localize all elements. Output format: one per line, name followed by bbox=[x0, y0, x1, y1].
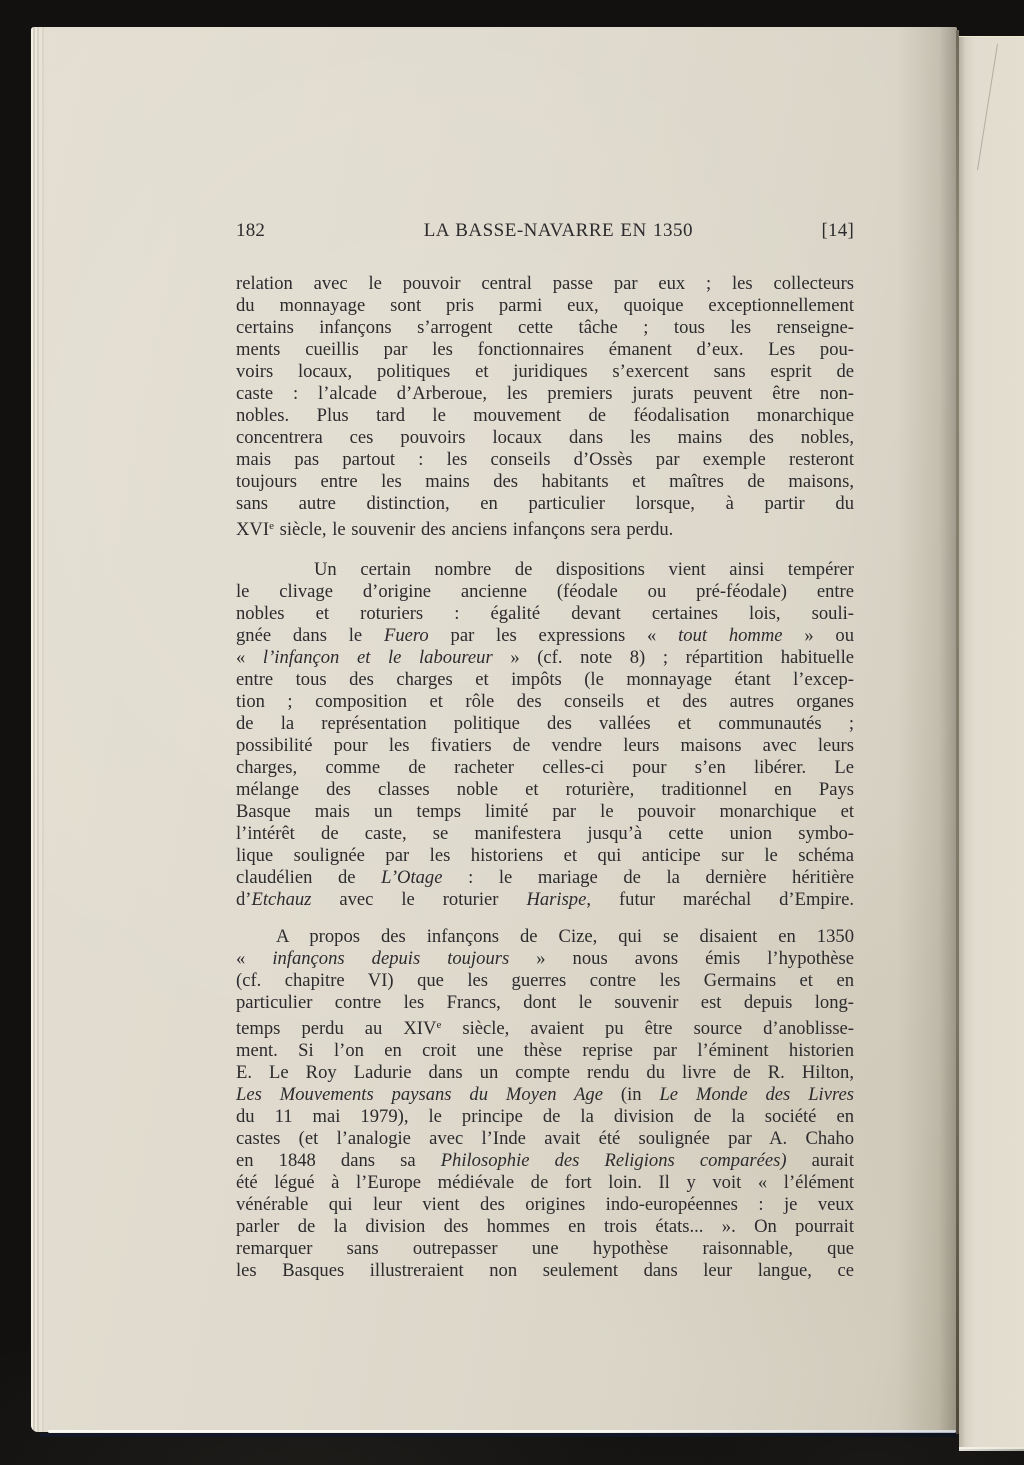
text-line: Basque mais un temps limité par le pouvoir monarchique et bbox=[236, 801, 854, 822]
text-line: possibilité pour les fivatiers de vendre leurs maisons avec leurs bbox=[236, 735, 854, 756]
body-text bbox=[236, 273, 854, 1282]
text-line: toujours entre les mains des habitants et maîtres de maisons, bbox=[236, 471, 854, 492]
paper-scratch-mark bbox=[977, 44, 998, 171]
text-line: vénérable qui leur vient des origines indo-européennes : je veux bbox=[236, 1194, 854, 1215]
text-line: été légué à l’Europe médiévale de fort loin. Il y voit « l’élément bbox=[236, 1172, 854, 1193]
text-line: l’intérêt de caste, se manifestera jusqu’à cette union symbo- bbox=[236, 823, 854, 844]
paragraph bbox=[236, 273, 854, 541]
text-line: nobles. Plus tard le mouvement de féodalisation monarchique bbox=[236, 405, 854, 426]
text-line: temps perdu au XIVe siècle, avaient pu être source d’anoblisse- bbox=[236, 1018, 855, 1039]
text-line: de la représentation politique des vallées et communautés ; bbox=[236, 713, 854, 734]
text-line: sans autre distinction, en particulier lorsque, à partir du bbox=[236, 493, 854, 514]
page-stack-edge bbox=[31, 27, 49, 1432]
text-line: remarquer sans outrepasser une hypothèse raisonnable, que bbox=[236, 1238, 854, 1259]
folio-number: [14] bbox=[821, 220, 854, 241]
text-line: mais pas partout : les conseils d’Ossès par exemple resteront bbox=[236, 449, 854, 470]
text-line: d’Etchauz avec le roturier Harispe, futur maréchal d’Empire. bbox=[236, 889, 854, 910]
text-line: certains infançons s’arrogent cette tâche ; tous les renseigne- bbox=[236, 317, 854, 338]
text-line: lique soulignée par les historiens et qui anticipe sur le schéma bbox=[236, 845, 854, 866]
text-line: E. Le Roy Ladurie dans un compte rendu du livre de R. Hilton, bbox=[236, 1062, 854, 1083]
text-line: du 11 mai 1979), le principe de la division de la société en bbox=[236, 1106, 854, 1127]
text-line: en 1848 dans sa Philosophie des Religions comparées) aurait bbox=[236, 1150, 854, 1171]
text-line: relation avec le pouvoir central passe par eux ; les collecteurs bbox=[236, 273, 854, 294]
text-line: ments cueillis par les fonctionnaires émanent d’eux. Les pou- bbox=[236, 339, 854, 360]
text-line: parler de la division des hommes en trois états... ». On pourrait bbox=[236, 1216, 854, 1237]
text-line: Les Mouvements paysans du Moyen Age (in Le Monde des Livres bbox=[236, 1084, 854, 1105]
text-line: Un certain nombre de dispositions vient ainsi tempérer bbox=[314, 559, 854, 580]
text-line: entre tous des charges et impôts (le monnayage étant l’excep- bbox=[236, 669, 854, 690]
page-bottom-shadow bbox=[40, 1433, 956, 1437]
text-line: le clivage d’origine ancienne (féodale ou pré-féodale) entre bbox=[236, 581, 854, 602]
text-line: du monnayage sont pris parmi eux, quoique exceptionnellement bbox=[236, 295, 854, 316]
paragraph bbox=[236, 559, 854, 911]
text-line: castes (et l’analogie avec l’Inde avait été soulignée par A. Chaho bbox=[236, 1128, 854, 1149]
text-line: « infançons depuis toujours » nous avons émis l’hypothèse bbox=[236, 948, 854, 969]
text-line: « l’infançon et le laboureur » (cf. note 8) ; répartition habituelle bbox=[236, 647, 855, 668]
text-line: (cf. chapitre VI) que les guerres contre les Germains et en bbox=[236, 970, 854, 991]
text-line: caste : l’alcade d’Arberoue, les premiers jurats peuvent être non- bbox=[236, 383, 854, 404]
text-line: XVIe siècle, le souvenir des anciens infançons sera perdu. bbox=[236, 519, 674, 540]
page-content bbox=[236, 219, 854, 1282]
text-line: les Basques illustreraient non seulement dans leur langue, ce bbox=[236, 1260, 854, 1281]
book-page bbox=[31, 27, 957, 1432]
page-header bbox=[236, 219, 854, 243]
text-line: claudélien de L’Otage : le mariage de la dernière héritière bbox=[236, 867, 854, 888]
text-line: voirs locaux, politiques et juridiques s’exercent sans esprit de bbox=[236, 361, 854, 382]
text-line: tion ; composition et rôle des conseils et des autres organes bbox=[236, 691, 854, 712]
text-line: concentrera ces pouvoirs locaux dans les mains des nobles, bbox=[236, 427, 854, 448]
text-line: particulier contre les Francs, dont le souvenir est depuis long- bbox=[236, 992, 854, 1013]
text-line: gnée dans le Fuero par les expressions « tout homme » ou bbox=[236, 625, 855, 646]
text-line: mélange des classes noble et roturière, traditionnel en Pays bbox=[236, 779, 854, 800]
text-line: A propos des infançons de Cize, qui se disaient en 1350 bbox=[276, 926, 854, 947]
text-line: ment. Si l’on en croit une thèse reprise par l’éminent historien bbox=[236, 1040, 854, 1061]
text-line: nobles et roturiers : égalité devant certaines lois, souli- bbox=[236, 603, 854, 624]
page-number: 182 bbox=[236, 220, 266, 241]
text-line: charges, comme de racheter celles-ci pour s’en libérer. Le bbox=[236, 757, 854, 778]
paragraph bbox=[236, 926, 854, 1282]
facing-page-edge bbox=[959, 36, 1024, 1449]
running-title: LA BASSE-NAVARRE EN 1350 bbox=[423, 220, 693, 241]
